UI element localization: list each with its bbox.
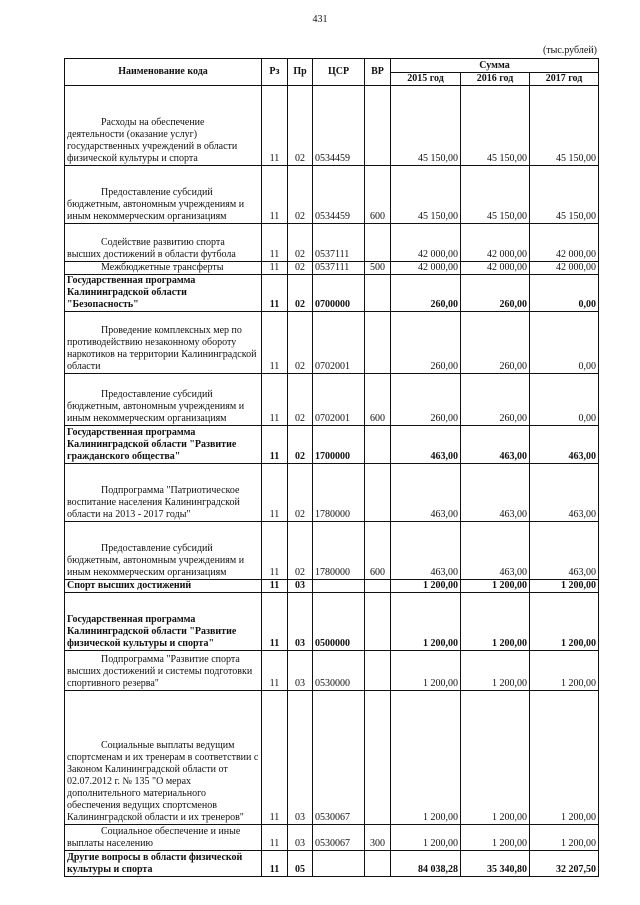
cell-2015: 42 000,00 [391, 224, 461, 262]
cell-csr: 1780000 [313, 522, 365, 580]
cell-csr: 0500000 [313, 593, 365, 651]
cell-2016: 1 200,00 [461, 691, 530, 825]
table-row [65, 275, 599, 312]
page-number: 431 [312, 14, 328, 25]
cell-2016: 1 200,00 [461, 593, 530, 651]
cell-pr: 03 [288, 825, 313, 851]
cell-rz: 11 [262, 825, 288, 851]
cell-2016: 260,00 [461, 275, 530, 312]
cell-2015: 260,00 [391, 374, 461, 426]
cell-2016: 260,00 [461, 374, 530, 426]
cell-vr [365, 86, 391, 166]
cell-2015: 45 150,00 [391, 86, 461, 166]
cell-pr: 02 [288, 224, 313, 262]
cell-2016: 1 200,00 [461, 580, 530, 593]
cell-2015: 463,00 [391, 464, 461, 522]
cell-2017: 45 150,00 [530, 86, 599, 166]
cell-name: Проведение комплексных мер по противодействию незаконному обороту наркотиков на территории Калининградской области [65, 312, 262, 374]
header-pr: Пр [288, 59, 313, 86]
cell-name: Социальное обеспечение и иные выплаты населению [65, 825, 262, 851]
cell-2015: 1 200,00 [391, 593, 461, 651]
table-row [65, 651, 599, 691]
cell-vr [365, 275, 391, 312]
cell-2015: 463,00 [391, 522, 461, 580]
cell-pr: 02 [288, 374, 313, 426]
cell-pr: 02 [288, 426, 313, 464]
cell-pr: 02 [288, 262, 313, 275]
cell-rz: 11 [262, 464, 288, 522]
cell-rz: 11 [262, 851, 288, 877]
cell-vr [365, 851, 391, 877]
cell-2016: 463,00 [461, 464, 530, 522]
cell-rz: 11 [262, 262, 288, 275]
header-sum: Сумма [391, 59, 599, 73]
cell-name: Государственная программа Калининградской области "Развитие физической культуры и спорта" [65, 593, 262, 651]
cell-rz: 11 [262, 593, 288, 651]
cell-pr: 03 [288, 691, 313, 825]
cell-2017: 32 207,50 [530, 851, 599, 877]
cell-csr: 0537111 [313, 224, 365, 262]
cell-rz: 11 [262, 691, 288, 825]
cell-vr [365, 593, 391, 651]
cell-csr: 0534459 [313, 86, 365, 166]
cell-name: Подпрограмма "Развитие спорта высших достижений и системы подготовки спортивного резерва" [65, 651, 262, 691]
table-row [65, 593, 599, 651]
table-row [65, 522, 599, 580]
cell-2017: 42 000,00 [530, 224, 599, 262]
cell-rz: 11 [262, 166, 288, 224]
cell-vr [365, 580, 391, 593]
cell-2017: 0,00 [530, 312, 599, 374]
cell-rz: 11 [262, 224, 288, 262]
table-row [65, 374, 599, 426]
cell-name: Социальные выплаты ведущим спортсменам и их тренерам в соответствии с Законом Калининградской области от 02.07.2012 г. № 135 "О мерах дополнительного материального обеспечения ведущих спортсменов Калининградской области и их тренеров" [65, 691, 262, 825]
budget-table [64, 58, 599, 877]
cell-name: Предоставление субсидий бюджетным, автономным учреждениям и иным некоммерческим организациям [65, 374, 262, 426]
cell-csr: 0530067 [313, 825, 365, 851]
header-year-2016: 2016 год [461, 73, 530, 86]
cell-2017: 1 200,00 [530, 691, 599, 825]
cell-rz: 11 [262, 651, 288, 691]
cell-name: Предоставление субсидий бюджетным, автономным учреждениям и иным некоммерческим организациям [65, 522, 262, 580]
header-vr: ВР [365, 59, 391, 86]
cell-pr: 03 [288, 580, 313, 593]
cell-pr: 02 [288, 86, 313, 166]
cell-2015: 260,00 [391, 275, 461, 312]
cell-vr [365, 224, 391, 262]
cell-2015: 42 000,00 [391, 262, 461, 275]
header-name: Наименование кода [65, 59, 262, 86]
cell-2015: 1 200,00 [391, 580, 461, 593]
cell-2016: 463,00 [461, 426, 530, 464]
cell-name: Содействие развитию спорта высших достижений в области футбола [65, 224, 262, 262]
cell-2015: 1 200,00 [391, 825, 461, 851]
cell-name: Расходы на обеспечение деятельности (оказание услуг) государственных учреждений в области физической культуры и спорта [65, 86, 262, 166]
table-row [65, 580, 599, 593]
cell-2017: 0,00 [530, 275, 599, 312]
cell-2017: 1 200,00 [530, 593, 599, 651]
cell-2017: 42 000,00 [530, 262, 599, 275]
cell-csr: 0530000 [313, 651, 365, 691]
header-year-2015: 2015 год [391, 73, 461, 86]
cell-2017: 463,00 [530, 426, 599, 464]
cell-vr [365, 464, 391, 522]
cell-rz: 11 [262, 426, 288, 464]
cell-2015: 1 200,00 [391, 651, 461, 691]
cell-2015: 463,00 [391, 426, 461, 464]
cell-rz: 11 [262, 312, 288, 374]
cell-csr: 1700000 [313, 426, 365, 464]
cell-name: Государственная программа Калининградской области "Развитие гражданского общества" [65, 426, 262, 464]
cell-csr: 1780000 [313, 464, 365, 522]
cell-vr [365, 691, 391, 825]
cell-pr: 02 [288, 166, 313, 224]
header-rz: Рз [262, 59, 288, 86]
cell-2016: 463,00 [461, 522, 530, 580]
cell-2016: 42 000,00 [461, 262, 530, 275]
table-row [65, 224, 599, 262]
cell-pr: 05 [288, 851, 313, 877]
cell-csr: 0702001 [313, 312, 365, 374]
cell-2017: 1 200,00 [530, 580, 599, 593]
cell-rz: 11 [262, 86, 288, 166]
cell-csr [313, 851, 365, 877]
cell-pr: 02 [288, 464, 313, 522]
cell-csr [313, 580, 365, 593]
cell-vr: 600 [365, 374, 391, 426]
table-row [65, 825, 599, 851]
cell-csr: 0700000 [313, 275, 365, 312]
cell-pr: 02 [288, 275, 313, 312]
cell-rz: 11 [262, 522, 288, 580]
cell-rz: 11 [262, 580, 288, 593]
cell-name: Спорт высших достижений [65, 580, 262, 593]
table-row [65, 851, 599, 877]
cell-2015: 45 150,00 [391, 166, 461, 224]
cell-2015: 84 038,28 [391, 851, 461, 877]
table-row [65, 86, 599, 166]
cell-vr: 600 [365, 166, 391, 224]
cell-2015: 1 200,00 [391, 691, 461, 825]
cell-2016: 35 340,80 [461, 851, 530, 877]
header-year-2017: 2017 год [530, 73, 599, 86]
header-csr: ЦСР [313, 59, 365, 86]
cell-2017: 463,00 [530, 464, 599, 522]
cell-csr: 0534459 [313, 166, 365, 224]
cell-pr: 02 [288, 522, 313, 580]
cell-name: Межбюджетные трансферты [65, 262, 262, 275]
cell-2017: 1 200,00 [530, 825, 599, 851]
cell-csr: 0537111 [313, 262, 365, 275]
cell-vr: 600 [365, 522, 391, 580]
table-row [65, 691, 599, 825]
table-row [65, 426, 599, 464]
cell-pr: 02 [288, 312, 313, 374]
table-row [65, 262, 599, 275]
unit-note: (тыс.рублей) [542, 45, 597, 56]
cell-2015: 260,00 [391, 312, 461, 374]
cell-csr: 0702001 [313, 374, 365, 426]
cell-2016: 1 200,00 [461, 651, 530, 691]
cell-name: Государственная программа Калининградской области "Безопасность" [65, 275, 262, 312]
cell-rz: 11 [262, 275, 288, 312]
cell-name: Подпрограмма "Патриотическое воспитание населения Калининградской области на 2013 - 2017 годы" [65, 464, 262, 522]
cell-rz: 11 [262, 374, 288, 426]
cell-2016: 42 000,00 [461, 224, 530, 262]
cell-name: Другие вопросы в области физической культуры и спорта [65, 851, 262, 877]
cell-2016: 45 150,00 [461, 166, 530, 224]
cell-2016: 260,00 [461, 312, 530, 374]
cell-name: Предоставление субсидий бюджетным, автономным учреждениям и иным некоммерческим организациям [65, 166, 262, 224]
cell-2017: 463,00 [530, 522, 599, 580]
cell-pr: 03 [288, 593, 313, 651]
table-body [65, 86, 599, 877]
cell-vr: 300 [365, 825, 391, 851]
table-row [65, 166, 599, 224]
cell-vr: 500 [365, 262, 391, 275]
cell-2017: 1 200,00 [530, 651, 599, 691]
cell-2016: 45 150,00 [461, 86, 530, 166]
cell-2017: 0,00 [530, 374, 599, 426]
table-row [65, 464, 599, 522]
cell-2016: 1 200,00 [461, 825, 530, 851]
cell-vr [365, 312, 391, 374]
cell-2017: 45 150,00 [530, 166, 599, 224]
cell-vr [365, 651, 391, 691]
cell-csr: 0530067 [313, 691, 365, 825]
cell-vr [365, 426, 391, 464]
table-row [65, 312, 599, 374]
cell-pr: 03 [288, 651, 313, 691]
